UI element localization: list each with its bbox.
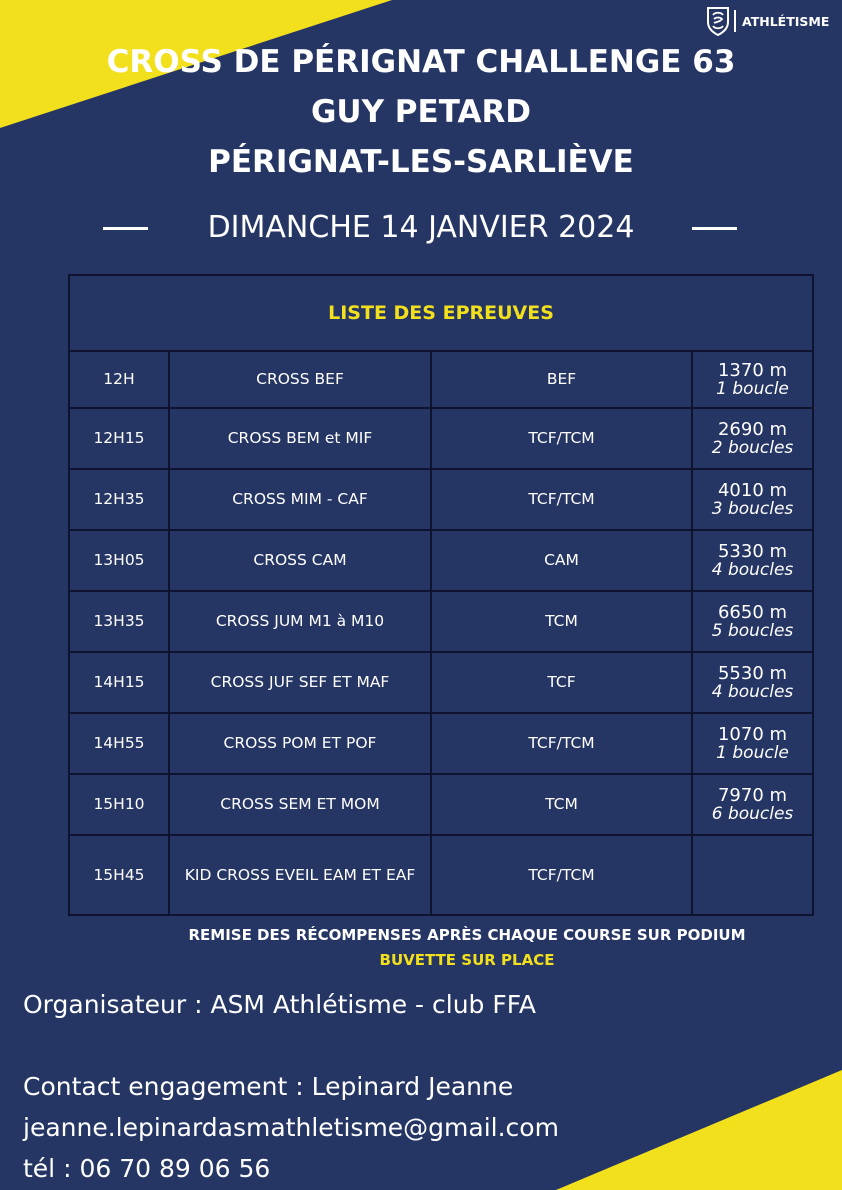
- race-distance: 1370 m: [717, 359, 788, 381]
- race-distance-cell: [692, 351, 813, 408]
- race-name: CROSS SEM ET MOM: [169, 774, 431, 835]
- race-distance-cell: [692, 469, 813, 530]
- race-time: 13H35: [69, 591, 169, 652]
- race-name: CROSS BEF: [169, 351, 431, 408]
- awards-note: REMISE DES RÉCOMPENSES APRÈS CHAQUE COURSE SUR PODIUM: [188, 926, 746, 944]
- race-distance: 1070 m: [717, 723, 788, 745]
- race-category: TCF: [431, 652, 692, 713]
- race-distance: 5330 m: [717, 540, 788, 562]
- table-row: [69, 591, 813, 652]
- event-title-line2: GUY PETARD: [310, 94, 532, 130]
- race-schedule-table: [68, 274, 814, 916]
- logo-separator: [734, 10, 736, 32]
- race-distance: 5530 m: [717, 662, 788, 684]
- date-dash-right: [692, 227, 737, 230]
- race-loops: 1 boucle: [716, 378, 789, 399]
- race-time: 15H10: [69, 774, 169, 835]
- race-distance-cell: [692, 835, 813, 915]
- race-category: TCF/TCM: [431, 469, 692, 530]
- race-name: CROSS CAM: [169, 530, 431, 591]
- race-name: CROSS POM ET POF: [169, 713, 431, 774]
- event-title-line1: CROSS DE PÉRIGNAT CHALLENGE 63: [106, 44, 736, 80]
- race-category: TCF/TCM: [431, 713, 692, 774]
- table-row: [69, 835, 813, 915]
- race-category: TCM: [431, 591, 692, 652]
- contact-line: Contact engagement : Lepinard Jeanne: [23, 1072, 514, 1101]
- race-distance-cell: [692, 713, 813, 774]
- race-name: CROSS JUM M1 à M10: [169, 591, 431, 652]
- organizer-line: Organisateur : ASM Athlétisme - club FFA: [23, 990, 536, 1019]
- event-location: PÉRIGNAT-LES-SARLIÈVE: [208, 144, 634, 180]
- race-distance: 4010 m: [717, 479, 788, 501]
- race-distance-cell: [692, 408, 813, 469]
- event-date: DIMANCHE 14 JANVIER 2024: [207, 210, 635, 245]
- race-name: CROSS MIM - CAF: [169, 469, 431, 530]
- table-heading: LISTE DES EPREUVES: [69, 275, 813, 351]
- race-loops: 5 boucles: [711, 620, 794, 641]
- race-distance: 7970 m: [717, 784, 788, 806]
- race-loops: 4 boucles: [711, 559, 794, 580]
- race-distance-cell: [692, 530, 813, 591]
- race-name: CROSS JUF SEF ET MAF: [169, 652, 431, 713]
- race-name: KID CROSS EVEIL EAM ET EAF: [169, 835, 431, 915]
- race-time: 14H15: [69, 652, 169, 713]
- race-distance: 6650 m: [717, 601, 788, 623]
- contact-email[interactable]: jeanne.lepinardasmathletisme@gmail.com: [23, 1113, 559, 1142]
- decor-yellow-corner-bottom: [556, 1070, 842, 1190]
- table-row: [69, 774, 813, 835]
- table-row: [69, 713, 813, 774]
- race-loops: 6 boucles: [711, 803, 794, 824]
- race-distance-cell: [692, 774, 813, 835]
- race-category: TCF/TCM: [431, 835, 692, 915]
- race-category: BEF: [431, 351, 692, 408]
- refreshments-note: BUVETTE SUR PLACE: [379, 951, 555, 969]
- contact-phone[interactable]: tél : 06 70 89 06 56: [23, 1154, 271, 1183]
- asm-crest-icon: [706, 6, 730, 36]
- race-time: 12H15: [69, 408, 169, 469]
- race-time: 13H05: [69, 530, 169, 591]
- logo-text: ATHLÉTISME: [742, 13, 830, 29]
- table-row: [69, 351, 813, 408]
- race-loops: 3 boucles: [711, 498, 794, 519]
- table-row: [69, 530, 813, 591]
- table-row: [69, 408, 813, 469]
- race-time: 12H35: [69, 469, 169, 530]
- race-distance: 2690 m: [717, 418, 788, 440]
- race-time: 15H45: [69, 835, 169, 915]
- race-loops: 1 boucle: [716, 742, 789, 763]
- race-loops: 2 boucles: [711, 437, 794, 458]
- race-category: TCM: [431, 774, 692, 835]
- race-time: 12H: [69, 351, 169, 408]
- race-distance-cell: [692, 652, 813, 713]
- table-row: [69, 469, 813, 530]
- race-category: CAM: [431, 530, 692, 591]
- race-category: TCF/TCM: [431, 408, 692, 469]
- club-logo: [706, 6, 829, 36]
- race-name: CROSS BEM et MIF: [169, 408, 431, 469]
- table-row: [69, 652, 813, 713]
- race-time: 14H55: [69, 713, 169, 774]
- race-loops: 4 boucles: [711, 681, 794, 702]
- race-distance-cell: [692, 591, 813, 652]
